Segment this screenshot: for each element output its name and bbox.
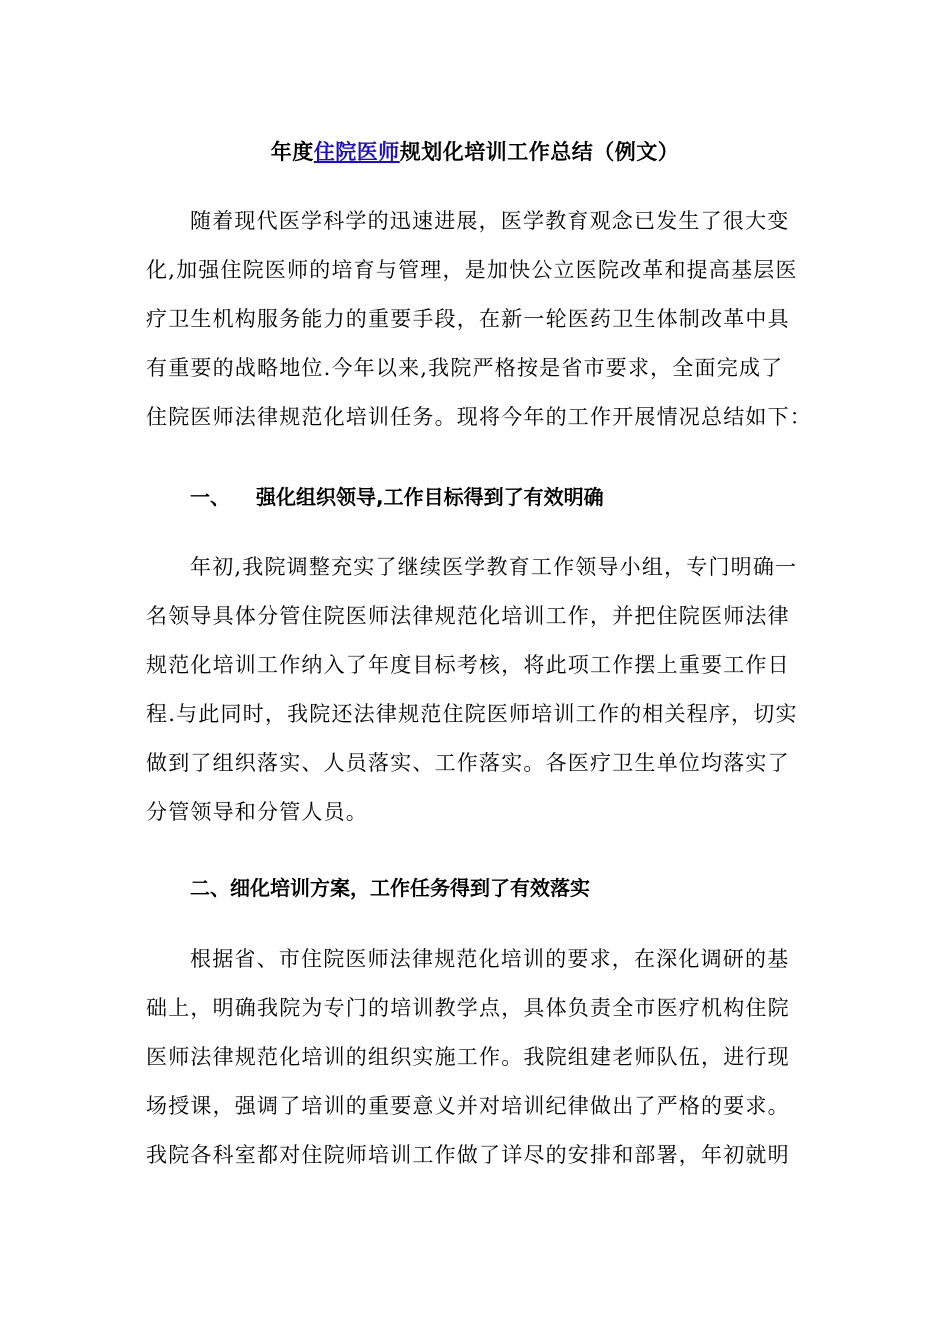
- paragraph-line: 分管领导和分管人员。: [146, 800, 368, 824]
- paragraph-line: 场授课，强调了培训的重要意义并对培训纪律做出了严格的要求。: [146, 1094, 790, 1118]
- paragraph-line: 我院各科室都对住院师培训工作做了详尽的安排和部署，年初就明: [146, 1143, 790, 1167]
- paragraph-line: 础上，明确我院为专门的培训教学点，具体负责全市医疗机构住院: [146, 996, 790, 1020]
- page-title: [0, 136, 950, 168]
- section-2-paragraph: [146, 935, 816, 1180]
- paragraph-line: 随着现代医学科学的迅速进展，医学教育观念已发生了很大变: [190, 209, 790, 233]
- paragraph-line: 医师法律规范化培训的组织实施工作。我院组建老师队伍，进行现: [146, 1045, 790, 1069]
- paragraph-line: 做到了组织落实、人员落实、工作落实。各医疗卫生单位均落实了: [146, 751, 790, 775]
- section-1-heading: [190, 481, 604, 513]
- title-suffix: 规划化培训工作总结（例文）: [399, 140, 680, 164]
- paragraph-line: 有重要的战略地位.今年以来,我院严格按是省市要求，全面完成了: [146, 356, 784, 380]
- title-link-resident-physician[interactable]: 住院医师: [313, 140, 400, 164]
- section-1-paragraph: [146, 543, 816, 837]
- paragraph-line: 根据省、市住院医师法律规范化培训的要求，在深化调研的基: [190, 947, 790, 971]
- paragraph-line: 疗卫生机构服务能力的重要手段，在新一轮医药卫生体制改革中具: [146, 307, 790, 331]
- paragraph-line: 规范化培训工作纳入了年度目标考核，将此项工作摆上重要工作日: [146, 653, 790, 677]
- paragraph-line: 年初,我院调整充实了继续医学教育工作领导小组，专门明确一: [190, 555, 798, 579]
- paragraph-line: 化,加强住院医师的培育与管理，是加快公立医院改革和提高基层医: [146, 258, 798, 282]
- section-2-heading: 二、细化培训方案，工作任务得到了有效落实: [190, 876, 590, 900]
- intro-paragraph: [146, 197, 816, 442]
- section-1-heading-text: 强化组织领导,工作目标得到了有效明确: [256, 485, 604, 509]
- paragraph-line: 名领导具体分管住院医师法律规范化培训工作，并把住院医师法律: [146, 604, 790, 628]
- paragraph-line: 程.与此同时，我院还法律规范住院医师培训工作的相关程序，切实: [146, 702, 798, 726]
- paragraph-line: 住院医师法律规范化培训任务。现将今年的工作开展情况总结如下：: [146, 405, 812, 429]
- title-prefix: 年度: [270, 140, 314, 164]
- section-1-number: 一、: [190, 485, 230, 509]
